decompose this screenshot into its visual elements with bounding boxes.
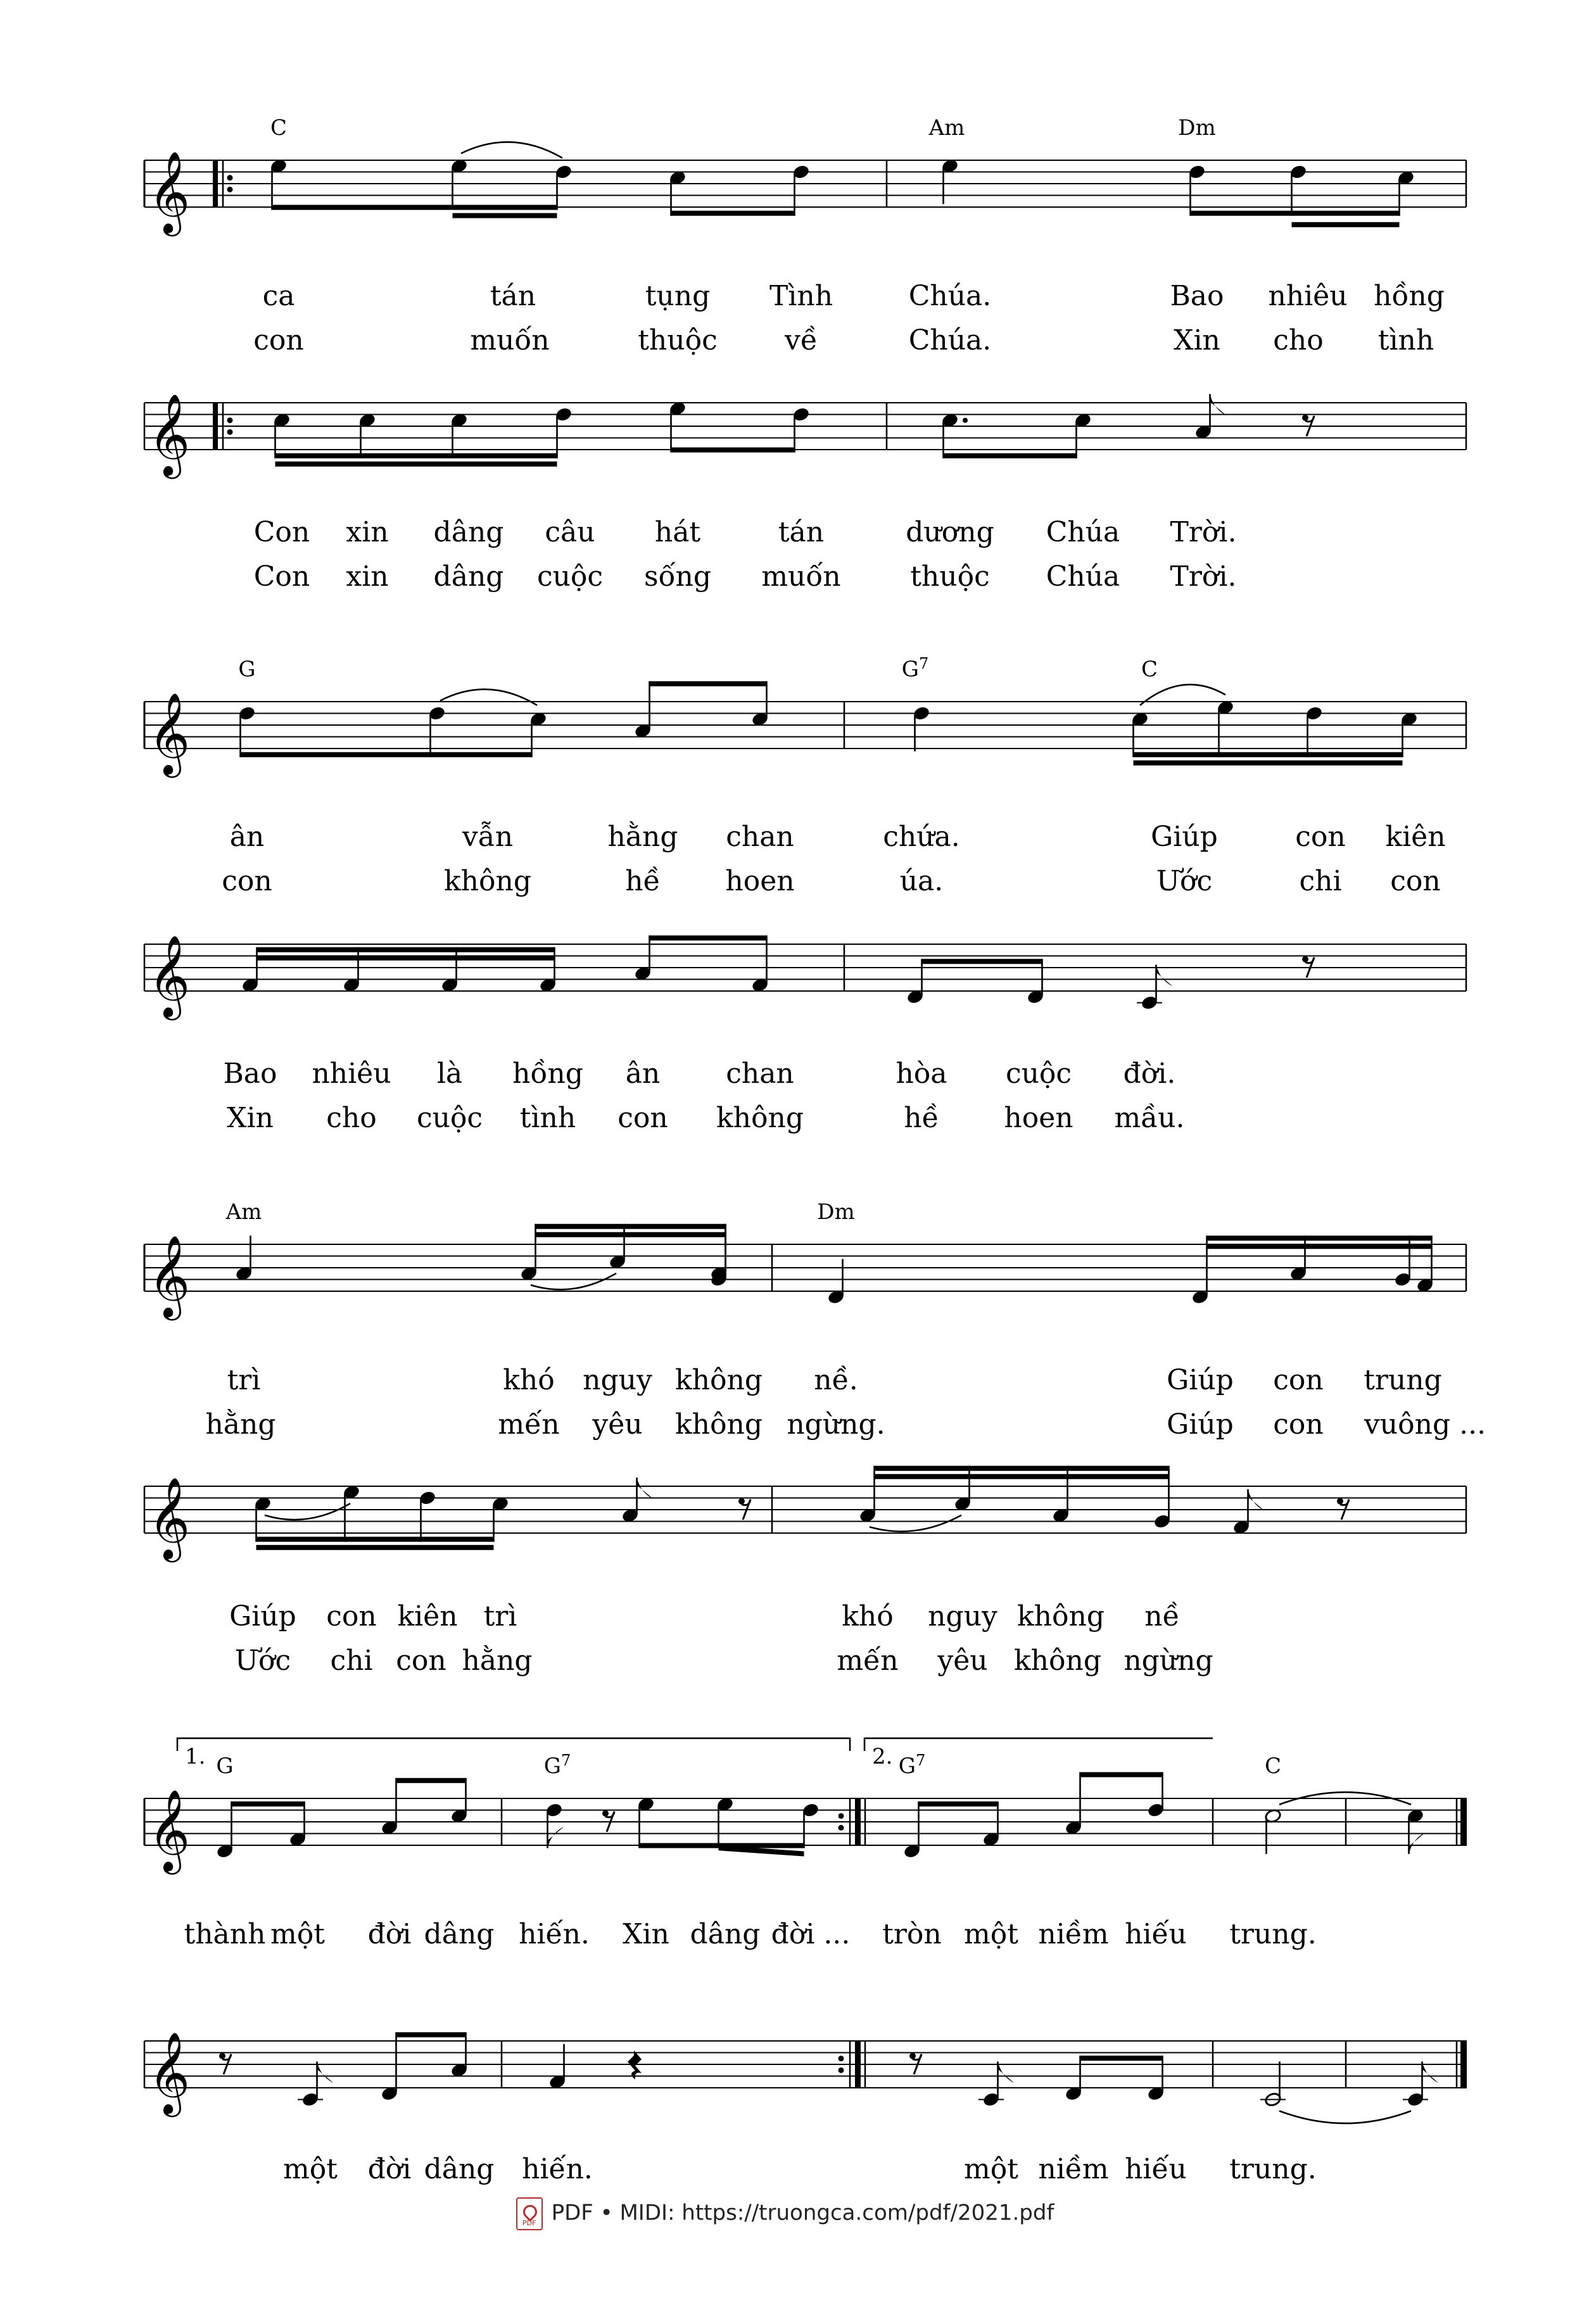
eighth-rest-icon — [1302, 415, 1314, 436]
lyric-syllable: Trời. — [1170, 516, 1237, 548]
chord-symbol: $G^7$ — [898, 1752, 926, 1779]
lyric-syllable: Bao — [223, 1058, 277, 1090]
beam — [536, 1232, 726, 1237]
lyric-syllable: Giúp — [229, 1600, 296, 1632]
note — [621, 1477, 653, 1523]
lyric-syllable: xin — [346, 560, 389, 593]
lyric-syllable: dâng — [433, 560, 504, 593]
lyric-syllable: câu — [545, 516, 595, 548]
note — [428, 705, 446, 757]
volta-bracket — [864, 1738, 1213, 1751]
beam — [1080, 1772, 1163, 1778]
lyric-syllable: vuông ... — [1364, 1408, 1486, 1441]
lyric-syllable: khó — [503, 1364, 555, 1396]
beam — [272, 205, 557, 210]
treble-clef-icon: 𝄞 — [148, 692, 191, 774]
lyric-syllable: đời ... — [771, 1918, 851, 1950]
note — [1137, 965, 1173, 1011]
beam — [453, 213, 557, 218]
lyric-syllable: dâng — [424, 1918, 495, 1950]
lyric-syllable: hằng — [607, 821, 678, 853]
volta-label: 1. — [185, 1744, 206, 1769]
note — [1065, 1772, 1082, 1836]
treble-clef-icon: 𝄞 — [148, 1789, 191, 1871]
lyric-syllable: trung — [1364, 1364, 1442, 1396]
beam — [671, 211, 795, 216]
lyric-syllable: ngừng — [1124, 1645, 1213, 1677]
beam — [396, 1778, 466, 1783]
lyric-syllable: hề — [904, 1102, 939, 1134]
lyric-syllable: con — [1295, 821, 1346, 853]
chord-symbol: Am — [225, 1199, 262, 1225]
beam — [922, 959, 1042, 964]
lyric-syllable: sống — [643, 560, 712, 593]
lyric-syllable: niềm — [1038, 1918, 1109, 1950]
note — [450, 413, 468, 458]
lyric-syllable: con — [1390, 865, 1441, 897]
slur — [531, 1273, 616, 1290]
note — [609, 1224, 626, 1270]
lyric-syllable: không — [1017, 1600, 1105, 1632]
lyric-syllable: ngừng. — [787, 1408, 885, 1441]
note — [859, 1466, 877, 1524]
note — [539, 947, 557, 993]
lyric-syllable: một — [283, 2153, 338, 2185]
chord-symbol: C — [1264, 1753, 1282, 1779]
lyric-syllable: hát — [654, 516, 701, 548]
chord-symbol: $G^7$ — [901, 655, 929, 682]
lyric-syllable: cuộc — [416, 1102, 483, 1134]
lyric-syllable: úa. — [899, 865, 944, 897]
lyric-syllable: Ước — [1156, 865, 1213, 897]
lyric-syllable: dâng — [433, 516, 504, 548]
note — [1305, 705, 1323, 757]
note — [1131, 712, 1149, 757]
lyric-syllable: đời — [367, 2153, 412, 2185]
beam — [919, 1802, 998, 1807]
lyric-syllable: Xin — [227, 1102, 274, 1134]
lyric-syllable: con — [253, 324, 304, 357]
beam — [257, 956, 555, 961]
note — [491, 1496, 509, 1542]
eighth-rest-icon — [1337, 1498, 1349, 1520]
note — [529, 712, 547, 757]
note — [1264, 1809, 1282, 1854]
note — [1232, 1489, 1264, 1535]
lyric-syllable: con — [222, 865, 272, 897]
note — [343, 947, 360, 993]
beam — [1080, 2056, 1163, 2061]
note — [1397, 170, 1415, 216]
lyric-syllable: con — [326, 1600, 377, 1632]
beam — [1191, 211, 1400, 216]
beam — [944, 453, 1077, 458]
eighth-rest-icon — [1302, 956, 1314, 978]
note — [634, 935, 652, 981]
lyric-syllable: con — [617, 1102, 668, 1134]
lyric-syllable: là — [436, 1058, 463, 1090]
lyric-syllable: con — [1273, 1408, 1324, 1441]
beam — [536, 1224, 726, 1229]
slur — [265, 1503, 350, 1520]
lyric-syllable: hiếu — [1125, 2153, 1187, 2185]
lyric-syllable: con — [1273, 1364, 1324, 1396]
lyric-syllable: chi — [1299, 865, 1342, 897]
lyric-syllable: hòa — [896, 1058, 947, 1090]
note — [792, 407, 810, 452]
note — [982, 1802, 1000, 1847]
lyric-syllable: không — [675, 1408, 763, 1441]
chord-symbol: $G^7$ — [543, 1752, 571, 1779]
note — [1147, 1772, 1165, 1818]
lyric-syllable: tròn — [882, 1918, 942, 1950]
lyric-syllable: niềm — [1038, 2153, 1109, 2185]
beam — [650, 681, 767, 686]
lyric-syllable: trung. — [1229, 2153, 1317, 2185]
beam — [275, 453, 557, 458]
pdf-icon: PDF — [516, 2197, 543, 2230]
lyric-syllable: cuộc — [536, 560, 604, 593]
lyric-syllable: yêu — [937, 1645, 988, 1677]
beam — [1134, 752, 1403, 757]
note — [669, 170, 687, 216]
note — [1194, 394, 1226, 439]
lyric-syllable: mầu. — [1114, 1102, 1185, 1134]
note — [827, 1259, 845, 1304]
lyric-syllable: hiến. — [519, 1918, 590, 1950]
note — [941, 158, 959, 204]
note — [419, 1490, 436, 1541]
volta-bracket — [177, 1738, 850, 1751]
lyric-syllable: khó — [842, 1600, 894, 1632]
note — [555, 407, 573, 458]
note — [450, 1778, 468, 1824]
lyric-syllable: tình — [519, 1102, 576, 1134]
treble-clef-icon: 𝄞 — [148, 2031, 191, 2114]
lyric-syllable: cuộc — [1005, 1058, 1072, 1090]
beam — [275, 462, 557, 467]
lyric-syllable: thuộc — [638, 324, 718, 357]
note — [751, 681, 769, 727]
beam — [256, 1537, 494, 1542]
note — [298, 2062, 334, 2107]
note — [241, 947, 259, 993]
note — [1407, 1809, 1425, 1854]
lyric-syllable: tình — [1377, 324, 1434, 357]
lyric-syllable: hoen — [1004, 1102, 1073, 1134]
lyric-syllable: dương — [906, 516, 994, 548]
beam — [1292, 222, 1400, 227]
volta-label: 2. — [872, 1744, 893, 1769]
note — [913, 705, 930, 751]
lyric-syllable: trì — [227, 1364, 261, 1396]
note — [1394, 1235, 1412, 1287]
eighth-rest-icon — [738, 1498, 750, 1520]
lyric-syllable: nề — [1144, 1600, 1180, 1632]
lyric-syllable: hiếu — [1125, 1918, 1187, 1950]
lyric-syllable: Xin — [1174, 324, 1220, 357]
lyric-syllable: Chúa — [1046, 560, 1120, 593]
note — [358, 413, 376, 458]
beam — [1134, 761, 1403, 766]
note — [1074, 413, 1092, 458]
lyric-syllable: Chúa — [1046, 516, 1120, 548]
lyric-syllable: vẫn — [462, 821, 514, 853]
lyric-syllable: tán — [490, 280, 536, 312]
lyric-syllable: Xin — [623, 1918, 669, 1950]
beam — [671, 448, 795, 453]
slur — [870, 1515, 961, 1532]
lyric-syllable: trung. — [1229, 1918, 1317, 1950]
lyric-syllable: hoen — [725, 865, 795, 897]
treble-clef-icon: 𝄞 — [148, 151, 191, 233]
chord-symbol: C — [1141, 657, 1158, 682]
note — [634, 681, 652, 739]
lyric-syllable: muốn — [761, 560, 841, 593]
chord-symbol: Dm — [817, 1199, 855, 1225]
chord-symbol: G — [216, 1753, 234, 1779]
treble-clef-icon: 𝄞 — [148, 1235, 191, 1317]
lyric-syllable: thành — [184, 1918, 266, 1950]
note — [235, 1235, 253, 1281]
beam — [257, 947, 555, 952]
lyric-syllable: cho — [326, 1102, 377, 1134]
lyric-syllable: trì — [483, 1600, 517, 1632]
note — [978, 2062, 1015, 2107]
note — [1289, 164, 1307, 215]
note — [1188, 164, 1206, 215]
beam — [875, 1466, 1169, 1471]
lyric-syllable: Chúa. — [908, 280, 992, 312]
lyric-syllable: tán — [778, 516, 825, 548]
note — [441, 947, 459, 993]
lyric-syllable: một — [964, 2153, 1018, 2185]
treble-clef-icon: 𝄞 — [148, 935, 191, 1017]
beam — [1207, 1235, 1432, 1241]
lyric-syllable: ca — [262, 280, 295, 312]
treble-clef-icon: 𝄞 — [148, 1477, 191, 1559]
note — [1191, 1235, 1209, 1304]
lyric-syllable: không — [675, 1364, 763, 1396]
lyric-syllable: hề — [625, 865, 661, 897]
lyric-syllable: xin — [346, 516, 389, 548]
note — [548, 2044, 566, 2090]
lyric-syllable: không — [716, 1102, 804, 1134]
lyric-syllable: đời. — [1123, 1058, 1176, 1090]
lyric-syllable: nhiêu — [312, 1058, 391, 1090]
lyric-syllable: Con — [253, 516, 310, 548]
lyric-syllable: Ước — [234, 1645, 291, 1677]
lyric-syllable: nguy — [583, 1364, 652, 1396]
note — [520, 1224, 538, 1282]
lyric-syllable: dâng — [424, 2153, 495, 2185]
lyric-syllable: chứa. — [883, 821, 960, 853]
note — [1400, 712, 1418, 757]
lyric-syllable: về — [785, 324, 818, 357]
eighth-rest-icon — [219, 2053, 231, 2075]
note — [954, 1466, 972, 1512]
lyric-syllable: thuộc — [910, 560, 990, 593]
lyric-syllable: Giúp — [1167, 1364, 1234, 1396]
chord-symbol: C — [270, 115, 288, 141]
beam — [875, 1474, 1169, 1479]
lyric-syllable: kiên — [1385, 821, 1446, 853]
lyric-syllable: ân — [625, 1058, 661, 1090]
lyric-syllable: đời — [367, 1918, 412, 1950]
lyric-syllable: chi — [330, 1645, 373, 1677]
note — [450, 2032, 468, 2078]
note — [545, 1802, 564, 1848]
lyric-syllable: con — [396, 1645, 446, 1677]
lyric-syllable: hồng — [512, 1058, 583, 1090]
lyric-syllable: Tình — [769, 280, 833, 312]
lyric-syllable: hồng — [1374, 280, 1445, 312]
lyric-syllable: hằng — [462, 1645, 533, 1677]
lyric-syllable: yêu — [592, 1408, 643, 1441]
slur — [461, 142, 562, 158]
eighth-rest-icon — [909, 2053, 921, 2075]
lyric-syllable: nề. — [814, 1364, 858, 1396]
lyric-syllable: Bao — [1170, 280, 1224, 312]
note — [381, 2032, 398, 2101]
lyric-syllable: Chúa. — [908, 324, 992, 357]
beam — [396, 2032, 466, 2037]
note — [1065, 2056, 1082, 2101]
note — [802, 1802, 820, 1848]
footer — [0, 2197, 1570, 2230]
chord-symbol: G — [238, 657, 256, 682]
note — [1403, 2062, 1439, 2107]
eighth-rest-icon — [602, 1810, 614, 1832]
note — [273, 413, 291, 458]
note — [792, 164, 810, 215]
lyric-syllable: cho — [1273, 324, 1324, 357]
note — [254, 1496, 272, 1542]
lyric-syllable: mến — [498, 1408, 560, 1441]
beam — [241, 752, 532, 757]
chord-symbol: Am — [928, 115, 965, 141]
lyric-syllable: muốn — [470, 324, 550, 357]
slur — [1279, 2111, 1411, 2124]
note — [1289, 1235, 1307, 1281]
slur — [440, 690, 537, 705]
lyric-syllable: mến — [837, 1645, 899, 1677]
lyric-syllable: chan — [726, 821, 794, 853]
note — [1027, 959, 1044, 1004]
lyric-syllable: kiên — [397, 1600, 458, 1632]
note — [381, 1778, 398, 1836]
beam — [256, 1545, 494, 1550]
lyric-syllable: tụng — [645, 280, 711, 312]
note — [1147, 2056, 1165, 2101]
note — [1260, 2062, 1286, 2107]
note — [906, 959, 924, 1004]
beam — [650, 935, 767, 940]
lyric-syllable: Trời. — [1170, 560, 1237, 593]
lyric-syllable: Con — [253, 560, 310, 593]
note — [238, 705, 256, 757]
lyric-syllable: Giúp — [1167, 1408, 1234, 1441]
beam — [1207, 1244, 1432, 1249]
footer-link[interactable]: PDF • MIDI: https://truongca.com/pdf/2021.pdf — [551, 2200, 1054, 2226]
lyric-syllable: một — [964, 1918, 1018, 1950]
lyric-syllable: hằng — [205, 1408, 276, 1441]
lyric-syllable: ân — [229, 821, 265, 853]
note — [289, 1802, 307, 1847]
lyric-syllable: không — [444, 865, 531, 897]
treble-clef-icon: 𝄞 — [148, 393, 191, 476]
lyric-syllable: dâng — [690, 1918, 761, 1950]
note — [555, 164, 573, 210]
lyric-syllable: một — [270, 1918, 325, 1950]
lyric-syllable: không — [1014, 1645, 1101, 1677]
lyric-syllable: hiến. — [522, 2153, 593, 2185]
lyric-syllable: Giúp — [1151, 821, 1218, 853]
lyric-syllable: nhiêu — [1268, 280, 1348, 312]
chord-symbol: Dm — [1178, 115, 1216, 141]
beam — [232, 1802, 305, 1807]
lyric-syllable: chan — [726, 1058, 794, 1090]
lyric-syllable: nguy — [928, 1600, 997, 1632]
